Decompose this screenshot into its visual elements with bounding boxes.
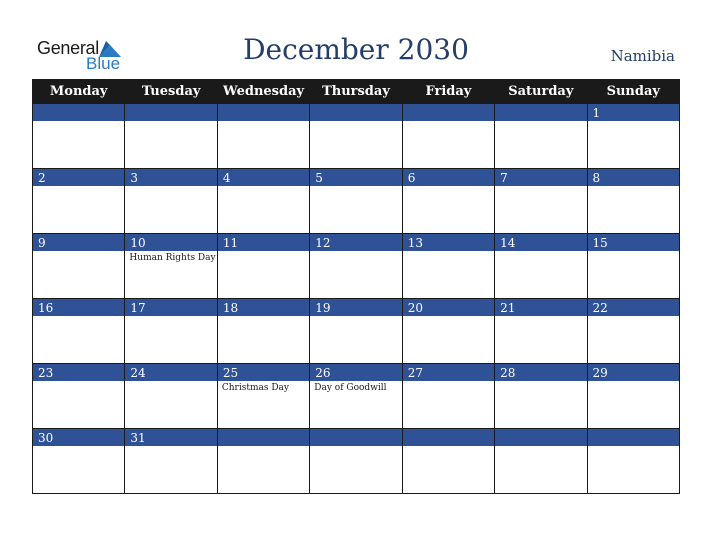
day-cell (33, 169, 125, 234)
day-number (403, 429, 494, 446)
holiday-label (218, 121, 309, 123)
holiday-label (125, 316, 216, 318)
day-cell (33, 364, 125, 429)
logo-text-blue: Blue (86, 54, 121, 73)
week-row (33, 364, 680, 429)
day-number: 31 (125, 429, 216, 446)
holiday-label (403, 381, 494, 383)
holiday-label (33, 381, 124, 383)
day-cell (310, 104, 402, 169)
holiday-label: Human Rights Day (129, 253, 216, 263)
day-number: 10 (125, 234, 216, 251)
day-number: 11 (218, 234, 309, 251)
day-cell (402, 299, 494, 364)
day-cell (125, 299, 217, 364)
weekday-header: Friday (402, 80, 494, 104)
holiday-label (310, 446, 401, 448)
day-number (495, 104, 586, 121)
holiday-label (33, 316, 124, 318)
holiday-label (588, 316, 679, 318)
day-number (403, 104, 494, 121)
day-cell (125, 169, 217, 234)
day-cell (310, 299, 402, 364)
weekday-header: Monday (33, 80, 125, 104)
day-cell (495, 169, 587, 234)
day-cell (587, 104, 679, 169)
day-cell (402, 364, 494, 429)
day-number: 7 (495, 169, 586, 186)
week-row (33, 104, 680, 169)
holiday-label (218, 251, 309, 253)
day-number (495, 429, 586, 446)
week-row (33, 429, 680, 494)
holiday-label (495, 251, 586, 253)
holiday-label (310, 186, 401, 188)
day-cell (33, 104, 125, 169)
weekday-header: Saturday (495, 80, 587, 104)
holiday-label (33, 121, 124, 123)
day-number (218, 429, 309, 446)
day-cell (495, 104, 587, 169)
day-number (310, 104, 401, 121)
day-cell (495, 234, 587, 299)
day-cell (217, 169, 309, 234)
day-number: 6 (403, 169, 494, 186)
day-number: 13 (403, 234, 494, 251)
day-cell (33, 299, 125, 364)
day-number (218, 104, 309, 121)
day-cell (125, 104, 217, 169)
holiday-label (125, 121, 216, 123)
holiday-label (33, 251, 124, 253)
day-number: 20 (403, 299, 494, 316)
day-number: 3 (125, 169, 216, 186)
day-cell (495, 364, 587, 429)
logo-text-general: General (37, 38, 99, 58)
day-cell (310, 429, 402, 494)
weekday-header: Tuesday (125, 80, 217, 104)
day-cell (125, 234, 217, 299)
holiday-label (403, 121, 494, 123)
day-cell (217, 429, 309, 494)
day-number: 15 (588, 234, 679, 251)
day-number: 5 (310, 169, 401, 186)
day-cell (217, 104, 309, 169)
day-number: 1 (588, 104, 679, 121)
day-number: 8 (588, 169, 679, 186)
day-number: 24 (125, 364, 216, 381)
holiday-label (588, 251, 679, 253)
holiday-label (495, 186, 586, 188)
holiday-label (588, 381, 679, 383)
day-number: 4 (218, 169, 309, 186)
day-number: 21 (495, 299, 586, 316)
day-cell (587, 234, 679, 299)
page-title: December 2030 (243, 33, 469, 66)
day-number: 26 (310, 364, 401, 381)
weekday-header: Sunday (587, 80, 679, 104)
holiday-label (310, 316, 401, 318)
holiday-label: Day of Goodwill (314, 383, 387, 393)
weekday-header: Thursday (310, 80, 402, 104)
day-cell (587, 299, 679, 364)
day-number (125, 104, 216, 121)
week-row (33, 169, 680, 234)
day-number: 30 (33, 429, 124, 446)
holiday-label (33, 186, 124, 188)
day-number: 27 (403, 364, 494, 381)
day-cell (217, 299, 309, 364)
day-number: 28 (495, 364, 586, 381)
holiday-label (588, 121, 679, 123)
day-number: 17 (125, 299, 216, 316)
day-cell (495, 299, 587, 364)
holiday-label (403, 251, 494, 253)
day-number: 16 (33, 299, 124, 316)
day-cell (217, 364, 309, 429)
holiday-label (125, 446, 216, 448)
week-row (33, 234, 680, 299)
day-number: 12 (310, 234, 401, 251)
holiday-label (495, 381, 586, 383)
day-number: 18 (218, 299, 309, 316)
weekday-header: Wednesday (217, 80, 309, 104)
holiday-label (588, 186, 679, 188)
holiday-label (403, 316, 494, 318)
day-number: 19 (310, 299, 401, 316)
holiday-label (125, 186, 216, 188)
holiday-label (495, 316, 586, 318)
day-cell (310, 234, 402, 299)
day-cell (402, 429, 494, 494)
week-row (33, 299, 680, 364)
day-cell (495, 429, 587, 494)
day-number: 2 (33, 169, 124, 186)
day-cell (402, 169, 494, 234)
calendar-grid (32, 79, 680, 494)
holiday-label (588, 446, 679, 448)
holiday-label: Christmas Day (221, 383, 289, 393)
day-cell (33, 429, 125, 494)
day-cell (587, 364, 679, 429)
day-number (33, 104, 124, 121)
day-number: 25 (218, 364, 309, 381)
day-cell (402, 104, 494, 169)
day-number (588, 429, 679, 446)
day-cell (125, 429, 217, 494)
day-number: 22 (588, 299, 679, 316)
day-cell (587, 429, 679, 494)
country-label: Namibia (610, 47, 675, 65)
holiday-label (125, 381, 216, 383)
day-cell (310, 169, 402, 234)
day-number: 29 (588, 364, 679, 381)
holiday-label (218, 316, 309, 318)
holiday-label (33, 446, 124, 448)
day-number (310, 429, 401, 446)
holiday-label (403, 446, 494, 448)
day-number: 23 (33, 364, 124, 381)
weekday-header-row (33, 80, 680, 104)
day-number: 14 (495, 234, 586, 251)
holiday-label (218, 186, 309, 188)
day-number: 9 (33, 234, 124, 251)
holiday-label (495, 446, 586, 448)
holiday-label (310, 121, 401, 123)
holiday-label (218, 446, 309, 448)
day-cell (402, 234, 494, 299)
holiday-label (310, 251, 401, 253)
day-cell (125, 364, 217, 429)
day-cell (33, 234, 125, 299)
day-cell (587, 169, 679, 234)
holiday-label (403, 186, 494, 188)
holiday-label (495, 121, 586, 123)
day-cell (217, 234, 309, 299)
day-cell (310, 364, 402, 429)
